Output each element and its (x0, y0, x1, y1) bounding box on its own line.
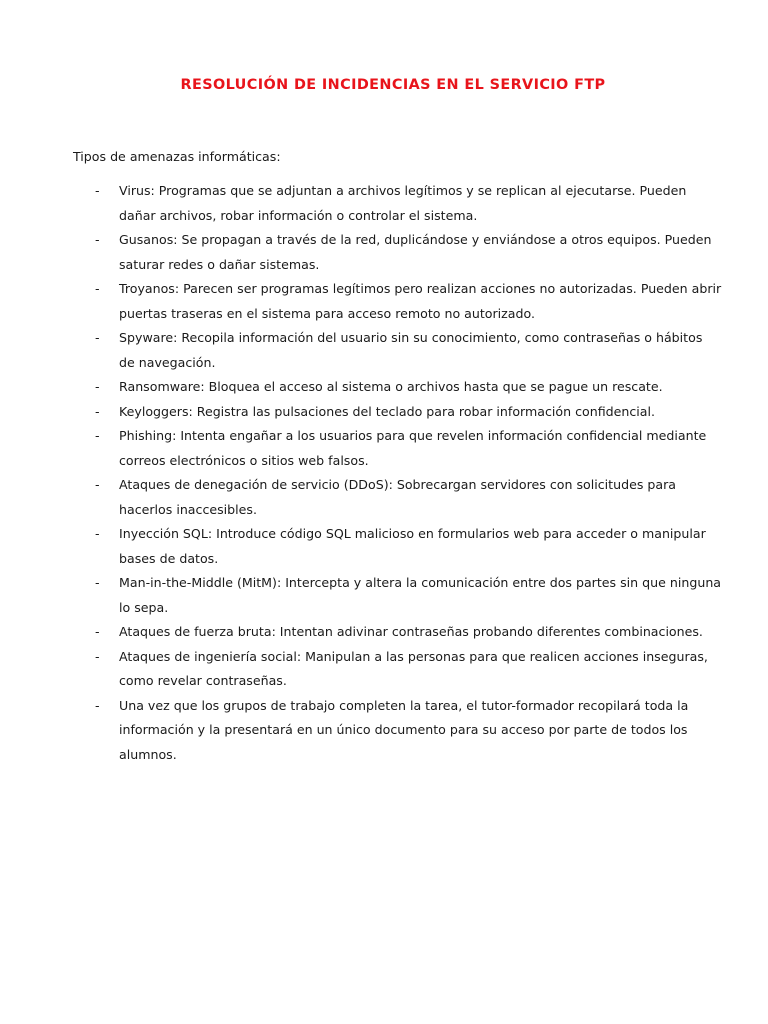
list-item (0, 571, 768, 620)
list-item (0, 277, 768, 326)
list-item (0, 179, 768, 228)
list-item (0, 375, 768, 400)
bullet-dash: - (95, 526, 100, 541)
list-item-text: Ataques de denegación de servicio (DDoS): Sobrecargan servidores con solicitudes para hacerlos inaccesibles. (119, 477, 676, 517)
bullet-dash: - (95, 281, 100, 296)
threat-list (0, 179, 768, 767)
list-item-text: Ataques de ingeniería social: Manipulan a las personas para que realicen acciones inseguras, como revelar contraseñas. (119, 648, 708, 688)
bullet-dash: - (95, 232, 100, 247)
bullet-dash: - (95, 428, 100, 443)
list-item (0, 645, 768, 694)
list-item-text: Gusanos: Se propagan a través de la red, duplicándose y enviándose a otros equipos. Pueden saturar redes o dañar sistemas. (119, 232, 712, 272)
bullet-dash: - (95, 575, 100, 590)
list-item (0, 522, 768, 571)
list-item-text: Troyanos: Parecen ser programas legítimos pero realizan acciones no autorizadas. Pueden abrir puertas traseras en el sistema para acceso remoto no autorizado. (119, 281, 722, 321)
bullet-dash: - (95, 624, 100, 639)
list-item-text: Spyware: Recopila información del usuario sin su conocimiento, como contraseñas o hábitos de navegación. (119, 330, 703, 370)
list-item (0, 694, 768, 768)
list-item (0, 228, 768, 277)
list-item-text: Ataques de fuerza bruta: Intentan adivinar contraseñas probando diferentes combinaciones. (119, 624, 703, 639)
list-item (0, 424, 768, 473)
list-item-text: Phishing: Intenta engañar a los usuarios para que revelen información confidencial mediante correos electrónicos o sitios web falsos. (119, 428, 707, 468)
list-item-text: Man-in-the-Middle (MitM): Intercepta y altera la comunicación entre dos partes sin que ninguna lo sepa. (119, 575, 722, 615)
list-item (0, 326, 768, 375)
list-item-text: Ransomware: Bloquea el acceso al sistema o archivos hasta que se pague un rescate. (119, 379, 663, 394)
list-item (0, 400, 768, 425)
list-item-text: Virus: Programas que se adjuntan a archivos legítimos y se replican al ejecutarse. Pueden dañar archivos, robar información o controlar el sistema. (119, 183, 687, 223)
bullet-dash: - (95, 330, 100, 345)
list-item-text: Keyloggers: Registra las pulsaciones del teclado para robar información confidencial. (119, 403, 656, 419)
bullet-dash: - (95, 477, 100, 492)
list-item-text: Una vez que los grupos de trabajo completen la tarea, el tutor-formador recopilará toda la información y la presentará en un único documento para su acceso por parte de todos los alumnos. (119, 697, 689, 762)
intro-text: Tipos de amenazas informáticas: (73, 149, 281, 164)
list-item-text: Inyección SQL: Introduce código SQL malicioso en formularios web para acceder o manipular bases de datos. (119, 526, 706, 566)
bullet-dash: - (95, 379, 100, 394)
bullet-dash: - (95, 403, 100, 419)
list-item (0, 620, 768, 645)
bullet-dash: - (95, 648, 100, 664)
document-title: RESOLUCIÓN DE INCIDENCIAS EN EL SERVICIO FTP (180, 77, 606, 93)
bullet-dash: - (95, 183, 100, 198)
list-item (0, 473, 768, 522)
bullet-dash: - (95, 697, 100, 713)
